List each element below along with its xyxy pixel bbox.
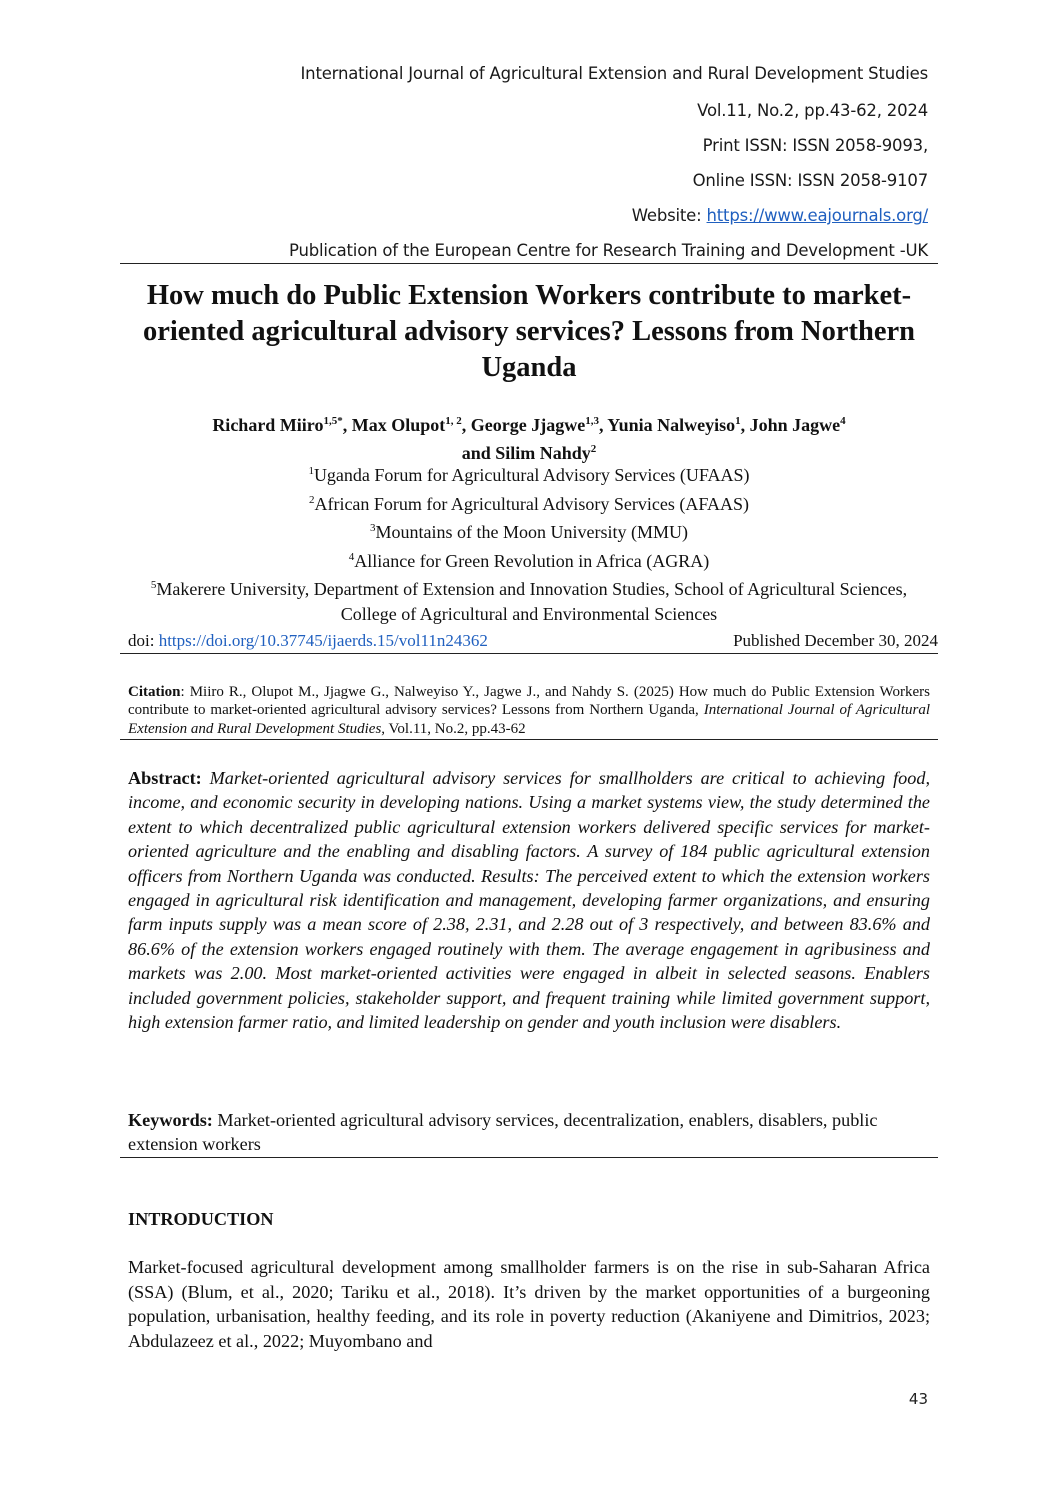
author: George Jjagwe (470, 415, 586, 435)
affiliation (110, 488, 948, 517)
abstract-label: Abstract: (128, 768, 202, 788)
print-issn: Print ISSN: ISSN 2058-9093, (702, 136, 928, 155)
author: Richard Miiro (212, 415, 324, 435)
affiliation (110, 545, 948, 574)
online-issn: Online ISSN: ISSN 2058-9107 (692, 171, 928, 190)
author-sup: 4 (840, 415, 846, 427)
affiliation-text: African Forum for Agricultural Advisory Services (AFAAS) (314, 493, 750, 514)
affiliation-sup: 1 (308, 465, 314, 477)
affiliation-text: Mountains of the Moon University (MMU) (375, 522, 688, 543)
affiliation-text: Uganda Forum for Agricultural Advisory Services (UFAAS) (313, 465, 750, 485)
affiliation (110, 573, 948, 626)
author-sep: and (461, 443, 496, 463)
citation-divider (120, 739, 938, 740)
author-sup: 2 (590, 443, 597, 455)
author-sup: 1 (735, 415, 741, 427)
author-sup: 1, 2 (445, 415, 462, 427)
author-sup: 1,3 (585, 415, 599, 427)
doi-row (128, 631, 938, 651)
citation-text: : Miiro R., Olupot M., Jjagwe G., Nalweyiso Y., Jagwe J., and Nahdy S. (2025) How much do Public Extension Workers contribute to market-oriented agricultural advisory services? Lessons from Northern Uganda, (128, 684, 930, 719)
paper-title: How much do Public Extension Workers contribute to market-oriented agricultural advisory services? Lessons from Northern Uganda (142, 280, 916, 383)
affiliation-text: Makerere University, Department of Extension and Innovation Studies, School of Agricultural Sciences, College of Agricultural and Environmental Sciences (156, 579, 908, 624)
author: John Jagwe (749, 415, 841, 435)
citation-label: Citation (128, 684, 181, 700)
abstract-text: Market-oriented agricultural advisory services for smallholders are critical to achieving food, income, and economic security in developing nations. Using a market systems view, the study determined the extent to which decentralized public agricultural extension workers delivered specific services for market-oriented agriculture and the enabling and disabling factors. A survey of 184 public agricultural extension officers from Northern Uganda was conducted. Results: The perceived extent to which the extension workers engaged in agricultural risk identification and management, developing farmer organizations, and ensuring farm inputs supply was a mean score of 2.38, 2.31, and 2.28 out of 3 respectively, and between 83.6% and 86.6% of the extension workers engaged routinely with them. The average engagement in agribusiness and markets was 2.00. Most market-oriented activities were engaged in albeit in selected seasons. Enablers included government policies, stakeholder support, and frequent training while limited government support, high extension farmer ratio, and limited leadership on gender and youth inclusion were disablers. (128, 768, 930, 1033)
author-sep: , (598, 415, 608, 435)
author: Silim Nahdy (495, 443, 591, 463)
abstract-block (128, 766, 930, 1034)
author-list (110, 409, 948, 465)
author-sep: , (740, 415, 750, 435)
author: Max Olupot (351, 415, 446, 435)
website-line (632, 206, 928, 225)
intro-paragraph: Market-focused agricultural development among smallholder farmers is on the rise in sub-Saharan Africa (SSA) (Blum, et al., 2020; Tariku et al., 2018). It’s driven by the market opportunities of a burgeoning population, urbanisation, healthy feeding, and its role in poverty reduction (Akaniyene and Dimitrios, 2023; Abdulazeez et al., 2022; Muyombano and (128, 1257, 930, 1351)
affiliation-list (110, 459, 948, 627)
doi (128, 631, 488, 651)
affiliation-text: Alliance for Green Revolution in Africa (AGRA) (354, 550, 710, 571)
website-link[interactable]: https://www.eajournals.org/ (706, 206, 928, 225)
published-date: Published December 30, 2024 (733, 631, 938, 650)
publisher-line: Publication of the European Centre for Research Training and Development -UK (289, 241, 928, 260)
affiliation-sup: 3 (370, 522, 376, 535)
citation-block (128, 683, 930, 738)
journal-name: International Journal of Agricultural Extension and Rural Development Studies (300, 64, 928, 83)
author-sup: 1,5* (323, 415, 343, 427)
section-heading: INTRODUCTION (128, 1209, 274, 1229)
volume-info: Vol.11, No.2, pp.43-62, 2024 (697, 101, 928, 120)
author-sep: , (342, 415, 352, 435)
keywords-divider (120, 1157, 938, 1158)
keywords-label: Keywords: (128, 1110, 213, 1130)
doi-link[interactable]: https://doi.org/10.37745/ijaerds.15/vol11n24362 (158, 631, 488, 650)
header-divider (120, 263, 938, 264)
keywords-text: Market-oriented agricultural advisory services, decentralization, enablers, disablers, public extension workers (128, 1110, 878, 1155)
keywords-block (128, 1108, 930, 1157)
doi-label: doi: (128, 631, 159, 650)
affiliation (110, 459, 948, 488)
affiliation (110, 516, 948, 545)
website-label: Website: (631, 206, 707, 225)
affiliation-sup: 2 (308, 493, 315, 506)
affiliation-sup: 4 (348, 550, 355, 563)
page-number: 43 (908, 1390, 928, 1408)
affiliation-sup: 5 (150, 579, 157, 592)
author-sep: , (461, 415, 471, 435)
citation-journal: International Journal of Agricultural Extension and Rural Development Studies (128, 702, 930, 737)
author: Yunia Nalweyiso (607, 415, 736, 435)
doi-divider (120, 653, 938, 654)
citation-tail: , Vol.11, No.2, pp.43-62 (381, 720, 526, 737)
